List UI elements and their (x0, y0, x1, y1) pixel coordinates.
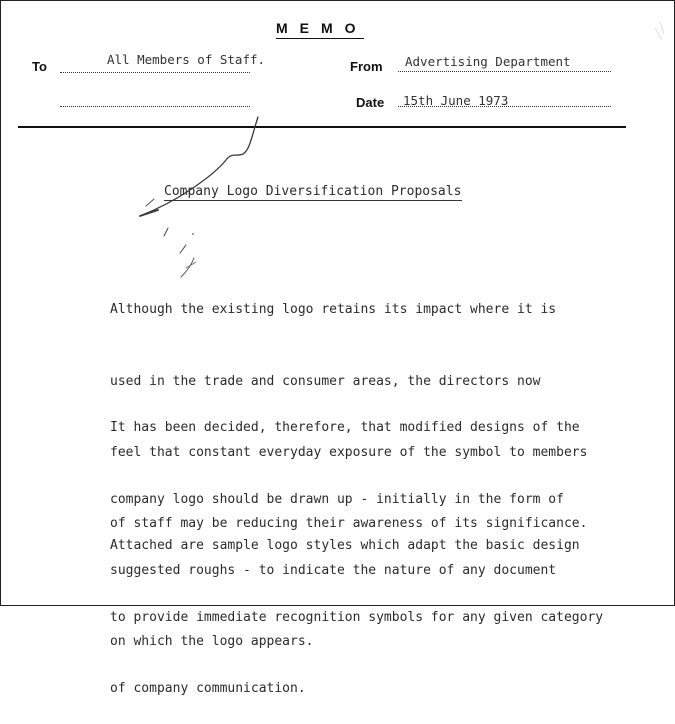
paragraph-line: of company communication. (110, 680, 306, 696)
to-label: To (32, 59, 47, 74)
memo-title: MEMO (276, 20, 368, 36)
paragraph-line: to provide immediate recognition symbols for any given category (110, 609, 604, 625)
to-value: All Members of Staff. (107, 52, 266, 67)
header-rule (18, 126, 626, 128)
to-dotted-line-2 (60, 106, 250, 107)
paragraph-line: of staff may be reducing their awareness of its significance. (110, 515, 588, 531)
subject-underline (164, 200, 462, 201)
paragraph-line: Attached are sample logo styles which adapt the basic design (110, 538, 580, 554)
memo-title-underline (276, 38, 364, 39)
paragraph-line: It has been decided, therefore, that modified designs of the (110, 420, 580, 436)
paragraph-line: company logo should be drawn up - initially in the form of (110, 491, 564, 507)
date-value: 15th June 1973 (403, 93, 509, 108)
from-value: Advertising Department (405, 54, 571, 69)
paragraph-line: Although the existing logo retains its impact where it is (110, 302, 557, 318)
to-dotted-line (60, 72, 250, 73)
from-label: From (350, 59, 383, 74)
from-dotted-line (398, 71, 611, 72)
paragraph-line: feel that constant everyday exposure of the symbol to members (110, 444, 588, 460)
paragraph-line: suggested roughs - to indicate the nature of any document (110, 562, 557, 578)
date-label: Date (356, 95, 385, 110)
subject-heading: Company Logo Diversification Proposals (164, 184, 462, 199)
paragraph-line: on which the logo appears. (110, 633, 314, 649)
paragraph-line: used in the trade and consumer areas, the directors now (110, 373, 541, 389)
